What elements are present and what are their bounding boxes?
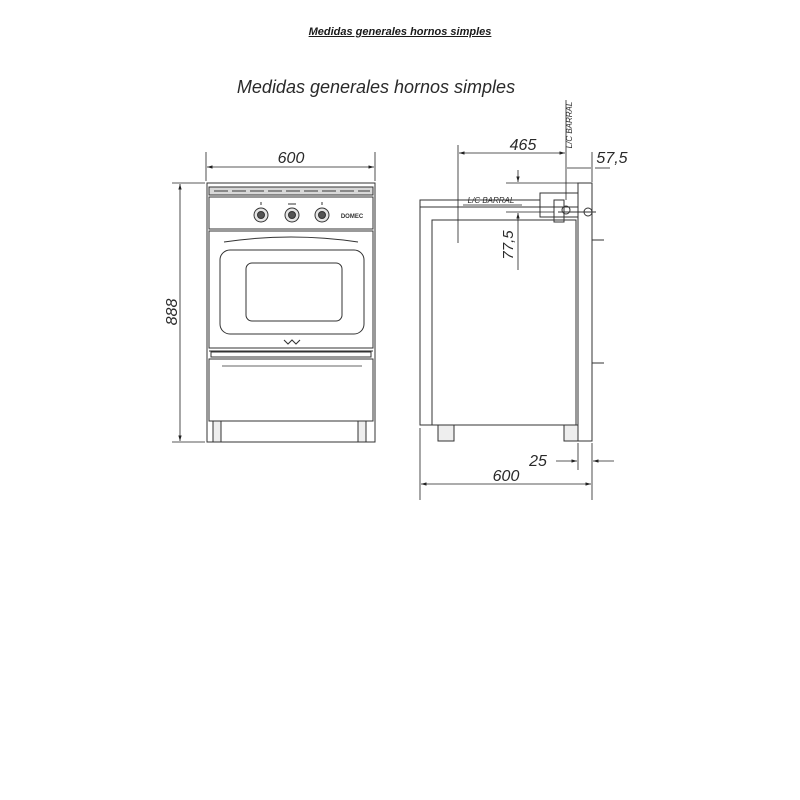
- knob-left: [254, 202, 268, 222]
- foot-left: [213, 421, 221, 442]
- drawing-title: Medidas generales hornos simples: [236, 77, 516, 97]
- bar-label-horizontal: L/C BARRAL: [467, 196, 515, 205]
- side-foot-back: [564, 425, 578, 441]
- drawer: [209, 359, 373, 421]
- door-handle: [224, 237, 358, 242]
- back-wall: [578, 183, 592, 441]
- bar-height-label: 77,5: [500, 230, 517, 260]
- oven-door: [209, 231, 373, 348]
- door-window-inner: [246, 263, 342, 321]
- foot-offset-label: 25: [529, 453, 547, 470]
- side-body: [420, 207, 578, 425]
- brand-label: DOMEC: [340, 214, 364, 220]
- foot-right: [358, 421, 366, 442]
- depth-label: 465: [509, 137, 537, 154]
- drawer-handle: [211, 352, 371, 357]
- bar-label-vertical: L/C BARRAL: [565, 101, 574, 149]
- front-height-label: 888: [164, 298, 181, 326]
- offset-label: 57,5: [596, 150, 628, 167]
- base-depth-label: 600: [492, 468, 520, 485]
- knob-middle: [285, 204, 299, 222]
- logo-mark: [284, 340, 300, 344]
- side-view: [420, 183, 604, 441]
- front-view: [207, 183, 375, 442]
- front-width-label: 600: [277, 150, 305, 167]
- side-foot-front: [438, 425, 454, 441]
- header-title: Medidas generales hornos simples: [308, 26, 492, 38]
- knob-right: [315, 202, 329, 222]
